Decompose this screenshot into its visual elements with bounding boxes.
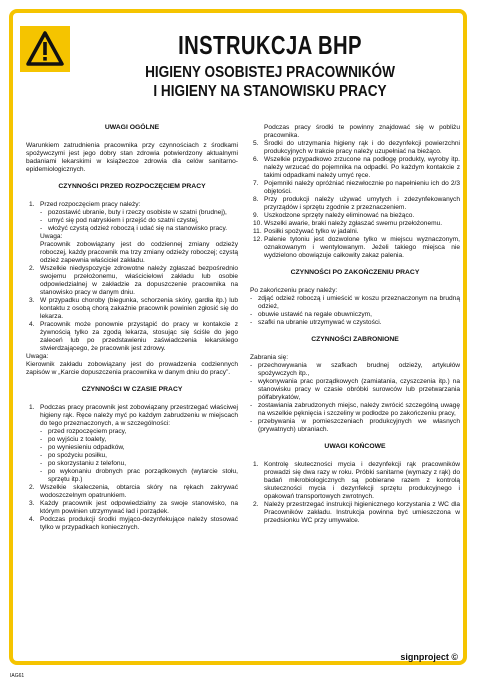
page-subtitle-1: HIGIENY OSOBISTEJ PRACOWNIKÓW — [145, 64, 395, 81]
list-item: 2. Należy przestrzegać instrukcji higienicznego korzystania z WC dla Pracowników zakładu. Instrukcja powinna być umieszczona w przedsionku WC przy umywalce. — [253, 501, 460, 524]
list-item: 5. Środki do utrzymania higieny rąk i do dezynfekcji powierzchni produkcyjnych w trakcie pracy należy uzupełniać na bieżąco. — [253, 140, 460, 155]
continued-text: Podczas pracy środki te powinny znajdować się w pobliżu pracownika. — [264, 124, 460, 139]
list-subitem: - włożyć czystą odzież roboczą i udać się na stanowisko pracy. — [40, 225, 228, 232]
list-item: 4. Pracownik może ponownie przystąpić do pracy w kontakcie z żywnością tylko za zgodą lekarza, stosując się ściśle do jego zaleceń lub po przedstawieniu zaświadczenia lekarskiego stwierdzającego, że pracownik jest zdrowy. — [29, 321, 238, 352]
list-subitem: - po skorzystaniu z telefonu, — [40, 460, 127, 467]
page-title: INSTRUKCJA BHP — [178, 30, 362, 60]
general-text: Warunkiem zatrudnienia pracownika przy czynnościach z środkami spożywczymi jest jego dobry stan zdrowia potwierdzony aktualnymi badaniami lekarskimi w książeczce zdrowia dla celów sanitarno-epidemiologicznych. — [26, 142, 238, 173]
list-item: 1. Podczas pracy pracownik jest zobowiązany przestrzegać właściwej higieny rąk. Ręce należy myć po każdym zabrudzeniu w miejscach do tego przeznaczonych, a w szczególności: — [29, 404, 238, 427]
list-item: 2. Wszelkie skaleczenia, obtarcia skóry na rękach zakrywać wodoszczelnym opatrunkiem. — [29, 484, 238, 499]
list-item: 10. Wszelki awarie, braki należy zgłaszać swemu przełożonemu. — [253, 220, 443, 227]
list-subitem: - po wyniesieniu odpadków, — [40, 444, 125, 451]
product-code: IAG61 — [10, 673, 25, 679]
list-item: 8. Przy produkcji należy używać umytych i zdezynfekowanych przyrządów i sprzętu zgodnie z przeznaczeniem. — [253, 196, 460, 211]
list-item: 9. Uszkodzone sprzęty należy eliminować na bieżąco. — [253, 212, 415, 219]
list-item: 1. Kontrolę skuteczności mycia i dezynfekcji rąk pracowników prowadzi się dwa razy w roku. Próbki sanitarne (wymazy z rąk) do badań mikrobiologicznych są pobierane razem z kontrolą skuteczności mycia i dezynfekcji sprzętu produkcyjnego i opakowań transportowych zwrotnych. — [253, 461, 460, 500]
list-subitem: - zostawiania zabrudzonych miejsc, należy zwrócić szczególną uwagę na wszelkie pęknięcia i szczeliny w podłodze po zakończeniu pracy, — [250, 402, 460, 417]
list-item: 1. Przed rozpoczęciem pracy należy: — [29, 201, 141, 208]
right-column — [250, 124, 460, 525]
list-item: 4. Podczas produkcji środki myjąco-dezynfekujące należy stosować tylko w przypadkach koniecznych. — [29, 516, 238, 531]
list-item: 2. Wszelkie niedyspozycje zdrowotne należy zgłaszać bezpośrednio swojemu przełożonemu, właścicielowi zakładu lub osobie odpowiedzialnej w zakładzie za dopuszczenie pracownika na stanowisko pracy w danym dniu. — [29, 265, 238, 296]
section-final-heading: UWAGI KOŃCOWE — [324, 443, 386, 450]
section-before-heading: CZYNNOŚCI PRZED ROZPOCZĘCIEM PRACY — [58, 183, 206, 190]
list-subitem: - po spożyciu posiłku, — [40, 452, 108, 459]
list-subitem: - przechowywania w szafkach brudnej odzieży, artykułów spożywczych itp., — [250, 362, 460, 377]
list-subitem: - przebywania w pomieszczeniach produkcyjnych we własnych (prywatnych) ubraniach. — [250, 418, 460, 433]
section-after-heading: CZYNNOŚCI PO ZAKOŃCZENIU PRACY — [290, 269, 420, 276]
note-text: Kierownik zakładu zobowiązany jest do prowadzenia codziennych zapisów w „Karcie dopuszczenia pracownika w danym dniu do pracy”. — [26, 361, 238, 376]
list-item: 3. Każdy pracownik jest odpowiedzialny za swoje stanowisko, na którym powinien utrzymywać ład i porządek. — [29, 500, 238, 515]
list-subitem: - wykonywania prac porządkowych (zamiatania, czyszczenia itp.) na stanowisku pracy w czasie obróbki surowców lub przetwarzania półfabrykatów, — [250, 378, 460, 401]
list-subitem: - pozostawić ubranie, buty i rzeczy osobiste w szatni (brudnej), — [40, 209, 227, 216]
list-subitem: - umyć się pod natryskiem i przejść do szatni czystej, — [40, 217, 199, 224]
list-subitem: - zdjąć odzież roboczą i umieścić w koszu przeznaczonym na brudną odzież, — [250, 295, 460, 310]
brand-label: signproject © — [400, 652, 458, 662]
section-during-heading: CZYNNOŚCI W CZASIE PRACY — [81, 386, 183, 393]
note-text: Pracownik zobowiązany jest do codziennej zmiany odzieży roboczej, każdy pracownik ma trzy zmiany odzieży roboczej; czystą odzież zapewnia właściciel zakładu. — [40, 241, 238, 264]
list-item: 12. Palenie tytoniu jest dozwolone tylko w miejscu wyznaczonym, oznakowanym i wentylowanym. Jeżeli takiego miejsca nie wydzielono obowiązuje całkowity zakaz palenia. — [253, 236, 460, 259]
title-block — [80, 30, 460, 101]
note-label: Uwaga: — [26, 353, 49, 360]
list-subitem: - po wyjściu z toalety, — [40, 436, 107, 443]
warning-triangle-icon — [20, 26, 70, 72]
note-label: Uwaga: — [40, 233, 63, 240]
after-intro: Po zakończeniu pracy należy: — [250, 287, 338, 294]
page-subtitle-2: I HIGIENY NA STANOWISKU PRACY — [153, 83, 387, 100]
list-item: 7. Pojemniki należy opróżniać niezwłocznie po napełnieniu ich do 2/3 objętości. — [253, 180, 460, 195]
forbidden-intro: Zabrania się: — [250, 354, 289, 361]
left-column — [26, 124, 238, 532]
list-subitem: - po wykonaniu drobnych prac porządkowych (wytarcie stołu, sprzętu itp.) — [40, 468, 238, 483]
list-subitem: - szafki na ubranie utrzymywać w czystości. — [250, 319, 382, 326]
list-item: 3. W przypadku choroby (biegunka, schorzenia skóry, gardła itp.) lub kontaktu z osobą chorą zakaźnie pracownik powinien zgłosić się do lekarza. — [29, 297, 238, 320]
list-subitem: - obuwie ustawić na regale obuwniczym, — [250, 311, 372, 318]
list-subitem: - przed rozpoczęciem pracy, — [40, 428, 127, 435]
warning-sign — [20, 26, 70, 72]
list-item: 11. Posiłki spożywać tylko w jadalni. — [253, 228, 359, 235]
section-general-heading: UWAGI OGÓLNE — [104, 124, 160, 131]
section-forbidden-heading: CZYNNOŚCI ZABRONIONE — [311, 336, 399, 343]
list-item: 6. Wszelkie przypadkowo zrzucone na podłogę produkty, wyroby itp. należy wrzucać do pojemnika na odpadki. Po każdym kontakcie z takimi odpadkami należy umyć ręce. — [253, 156, 460, 179]
